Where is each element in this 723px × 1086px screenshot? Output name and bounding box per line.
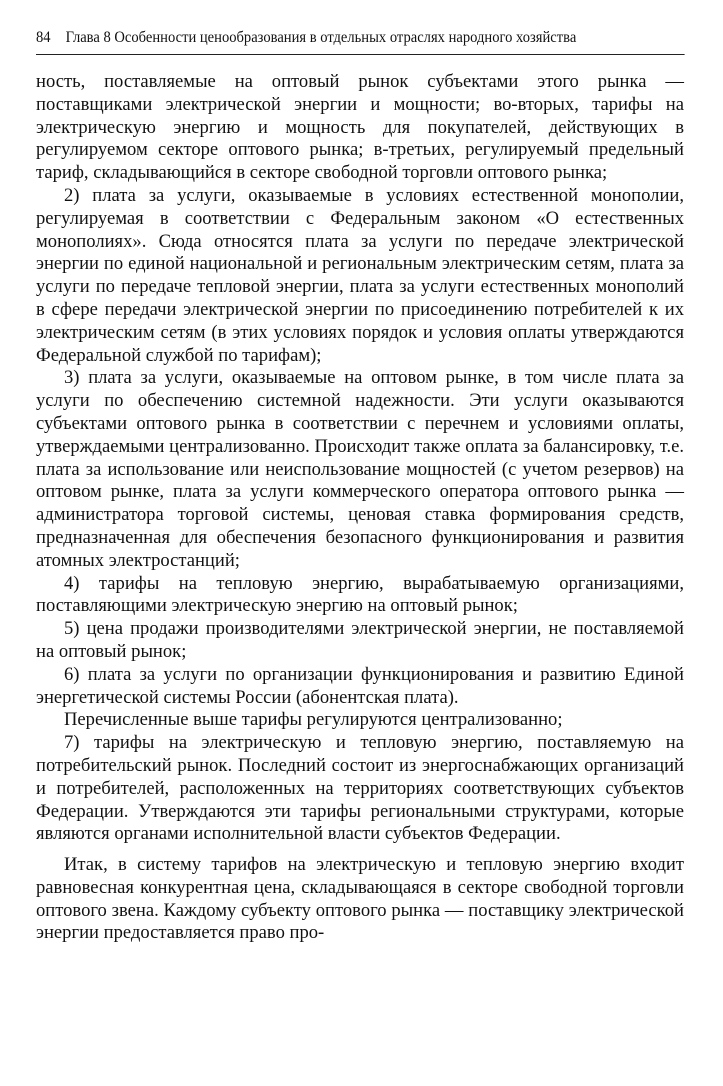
paragraph-item-7: 7) тарифы на электрическую и тепловую энергию, поставляемую на потребительский рынок. Последний состоит из энергоснабжающих организаций и потребителей, расположенных на территориях соответствующих субъектов Федерации. Утверждаются эти тарифы региональными структурами, которые являются органами исполнительной власти субъектов Федерации. xyxy=(36,732,684,845)
body-text xyxy=(36,71,684,945)
book-page xyxy=(36,28,684,945)
paragraph-item-4: 4) тарифы на тепловую энергию, вырабатываемую организациями, поставляющими электрическую энергию на оптовый рынок; xyxy=(36,572,684,617)
paragraph-item-2: 2) плата за услуги, оказываемые в условиях естественной монополии, регулируемая в соответствии с Федеральным законом «О естественных монополиях». Сюда относятся плата за услуги по передаче электрической энергии по единой национальной и региональным электрическим сетям, плата за услуги по передаче тепловой энергии, плата за услуги естественных монополий в сфере передачи электрической энергии по присоединению потребителей к их электрическим сетям (в этих условиях порядок и условия оплаты утверждаются Федеральной службой по тарифам); xyxy=(36,184,684,366)
paragraph-continuation: ность, поставляемые на оптовый рынок субъектами этого рынка — поставщиками электрической энергии и мощности; во-вторых, тарифы на электрическую энергию и мощность для покупателей, действующих в регулируемом секторе оптового рынка; в-третьих, регулируемый предельный тариф, складывающийся в секторе свободной торговли оптового рынка; xyxy=(36,71,684,184)
running-header xyxy=(36,28,685,55)
paragraph-item-3: 3) плата за услуги, оказываемые на оптовом рынке, в том числе плата за услуги по обеспечению системной надежности. Эти услуги оказываются субъектами оптового рынка в соответствии с перечнем и условиями оплаты, утверждаемыми централизованно. Происходит также оплата за балансировку, т.е. плата за использование или неиспользование мощностей (с учетом резервов) на оптовом рынке, плата за услуги коммерческого оператора оптового рынка — администратора торговой системы, ценовая ставка формирования средств, предназначенная для обеспечения безопасного функционирования и развития атомных электростанций; xyxy=(36,367,684,571)
paragraph-conclusion: Итак, в систему тарифов на электрическую и тепловую энергию входит равновесная конкурентная цена, складывающаяся в секторе свободной торговли оптового звена. Каждому субъекту оптового рынка — поставщику электрической энергии предоставляется право про- xyxy=(36,854,684,944)
paragraph-summary: Перечисленные выше тарифы регулируются централизованно; xyxy=(64,709,563,731)
page-number: 84 xyxy=(36,29,51,46)
paragraph-item-6: 6) плата за услуги по организации функционирования и развитию Единой энергетической системы России (абонентская плата). xyxy=(36,663,684,708)
chapter-title: Глава 8 Особенности ценообразования в отдельных отраслях народного хозяйства xyxy=(65,29,577,46)
paragraph-item-5: 5) цена продажи производителями электрической энергии, не поставляемой на оптовый рынок; xyxy=(36,618,684,662)
